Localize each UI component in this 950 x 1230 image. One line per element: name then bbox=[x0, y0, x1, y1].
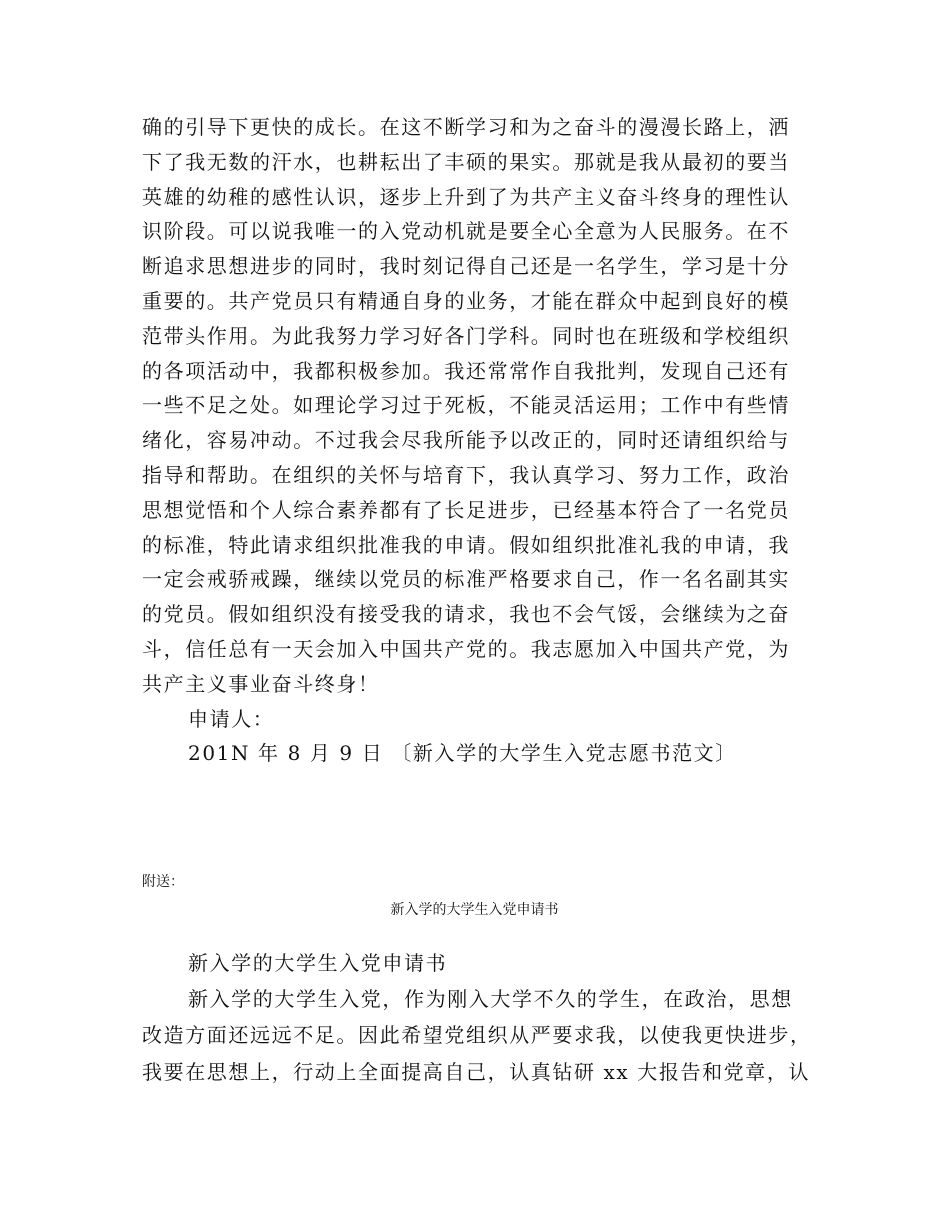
appendix-body bbox=[142, 945, 812, 1090]
body-line: 一定会戒骄戒躁，继续以党员的标准严格要求自己，作一名名副其实 bbox=[142, 567, 790, 592]
body-line: 的各项活动中，我都积极参加。我还常常作自我批判，发现自己还有 bbox=[142, 358, 790, 383]
body-line: 范带头作用。为此我努力学习好各门学科。同时也在班级和学校组织 bbox=[142, 323, 790, 348]
body-line: 确的引导下更快的成长。在这不断学习和为之奋斗的漫漫长路上，洒 bbox=[142, 115, 790, 139]
applicant-signature: 申请人： bbox=[188, 706, 275, 731]
body-line: 斗，信任总有一天会加入中国共产党的。我志愿加入中国共产党，为 bbox=[142, 636, 790, 661]
appendix-line: 我要在思想上，行动上全面提高自己，认真钻研 xx 大报告和党章，认 bbox=[142, 1059, 811, 1084]
body-line: 识阶段。可以说我唯一的入党动机就是要全心全意为人民服务。在不 bbox=[142, 219, 790, 244]
body-line: 的党员。假如组织没有接受我的请求，我也不会气馁，会继续为之奋 bbox=[142, 602, 790, 627]
appendix-line: 新入学的大学生入党，作为刚入大学不久的学生，在政治，思想 bbox=[188, 987, 793, 1012]
body-line: 思想觉悟和个人综合素养都有了长足进步，已经基本符合了一名党员 bbox=[142, 497, 790, 522]
body-line: 一些不足之处。如理论学习过于死板，不能灵活运用；工作中有些情 bbox=[142, 393, 790, 418]
appendix-line: 改造方面还远远不足。因此希望党组织从严要求我，以使我更快进步， bbox=[142, 1023, 812, 1048]
body-line: 共产主义事业奋斗终身！ bbox=[142, 671, 380, 696]
appendix-label: 附送： bbox=[142, 874, 184, 890]
body-line: 英雄的幼稚的感性认识，逐步上升到了为共产主义奋斗终身的理性认 bbox=[142, 184, 790, 209]
body-line: 的标准，特此请求组织批准我的申请。假如组织批准礼我的申请，我 bbox=[142, 532, 790, 557]
body-line: 断追求思想进步的同时，我时刻记得自己还是一名学生，学习是十分 bbox=[142, 254, 790, 279]
letter-body bbox=[142, 110, 807, 771]
body-line: 绪化，容易冲动。不过我会尽我所能予以改正的，同时还请组织给与 bbox=[142, 428, 790, 453]
signature-date: 201N 年 8 月 9 日 〔新入学的大学生入党志愿书范文〕 bbox=[188, 741, 737, 766]
appendix-title: 新入学的大学生入党申请书 bbox=[390, 902, 559, 918]
body-line: 指导和帮助。在组织的关怀与培育下，我认真学习、努力工作，政治 bbox=[142, 462, 790, 487]
body-line: 重要的。共产党员只有精通自身的业务，才能在群众中起到良好的模 bbox=[142, 288, 790, 313]
appendix-heading: 新入学的大学生入党申请书 bbox=[188, 951, 448, 975]
body-line: 下了我无数的汗水，也耕耘出了丰硕的果实。那就是我从最初的要当 bbox=[142, 149, 790, 174]
